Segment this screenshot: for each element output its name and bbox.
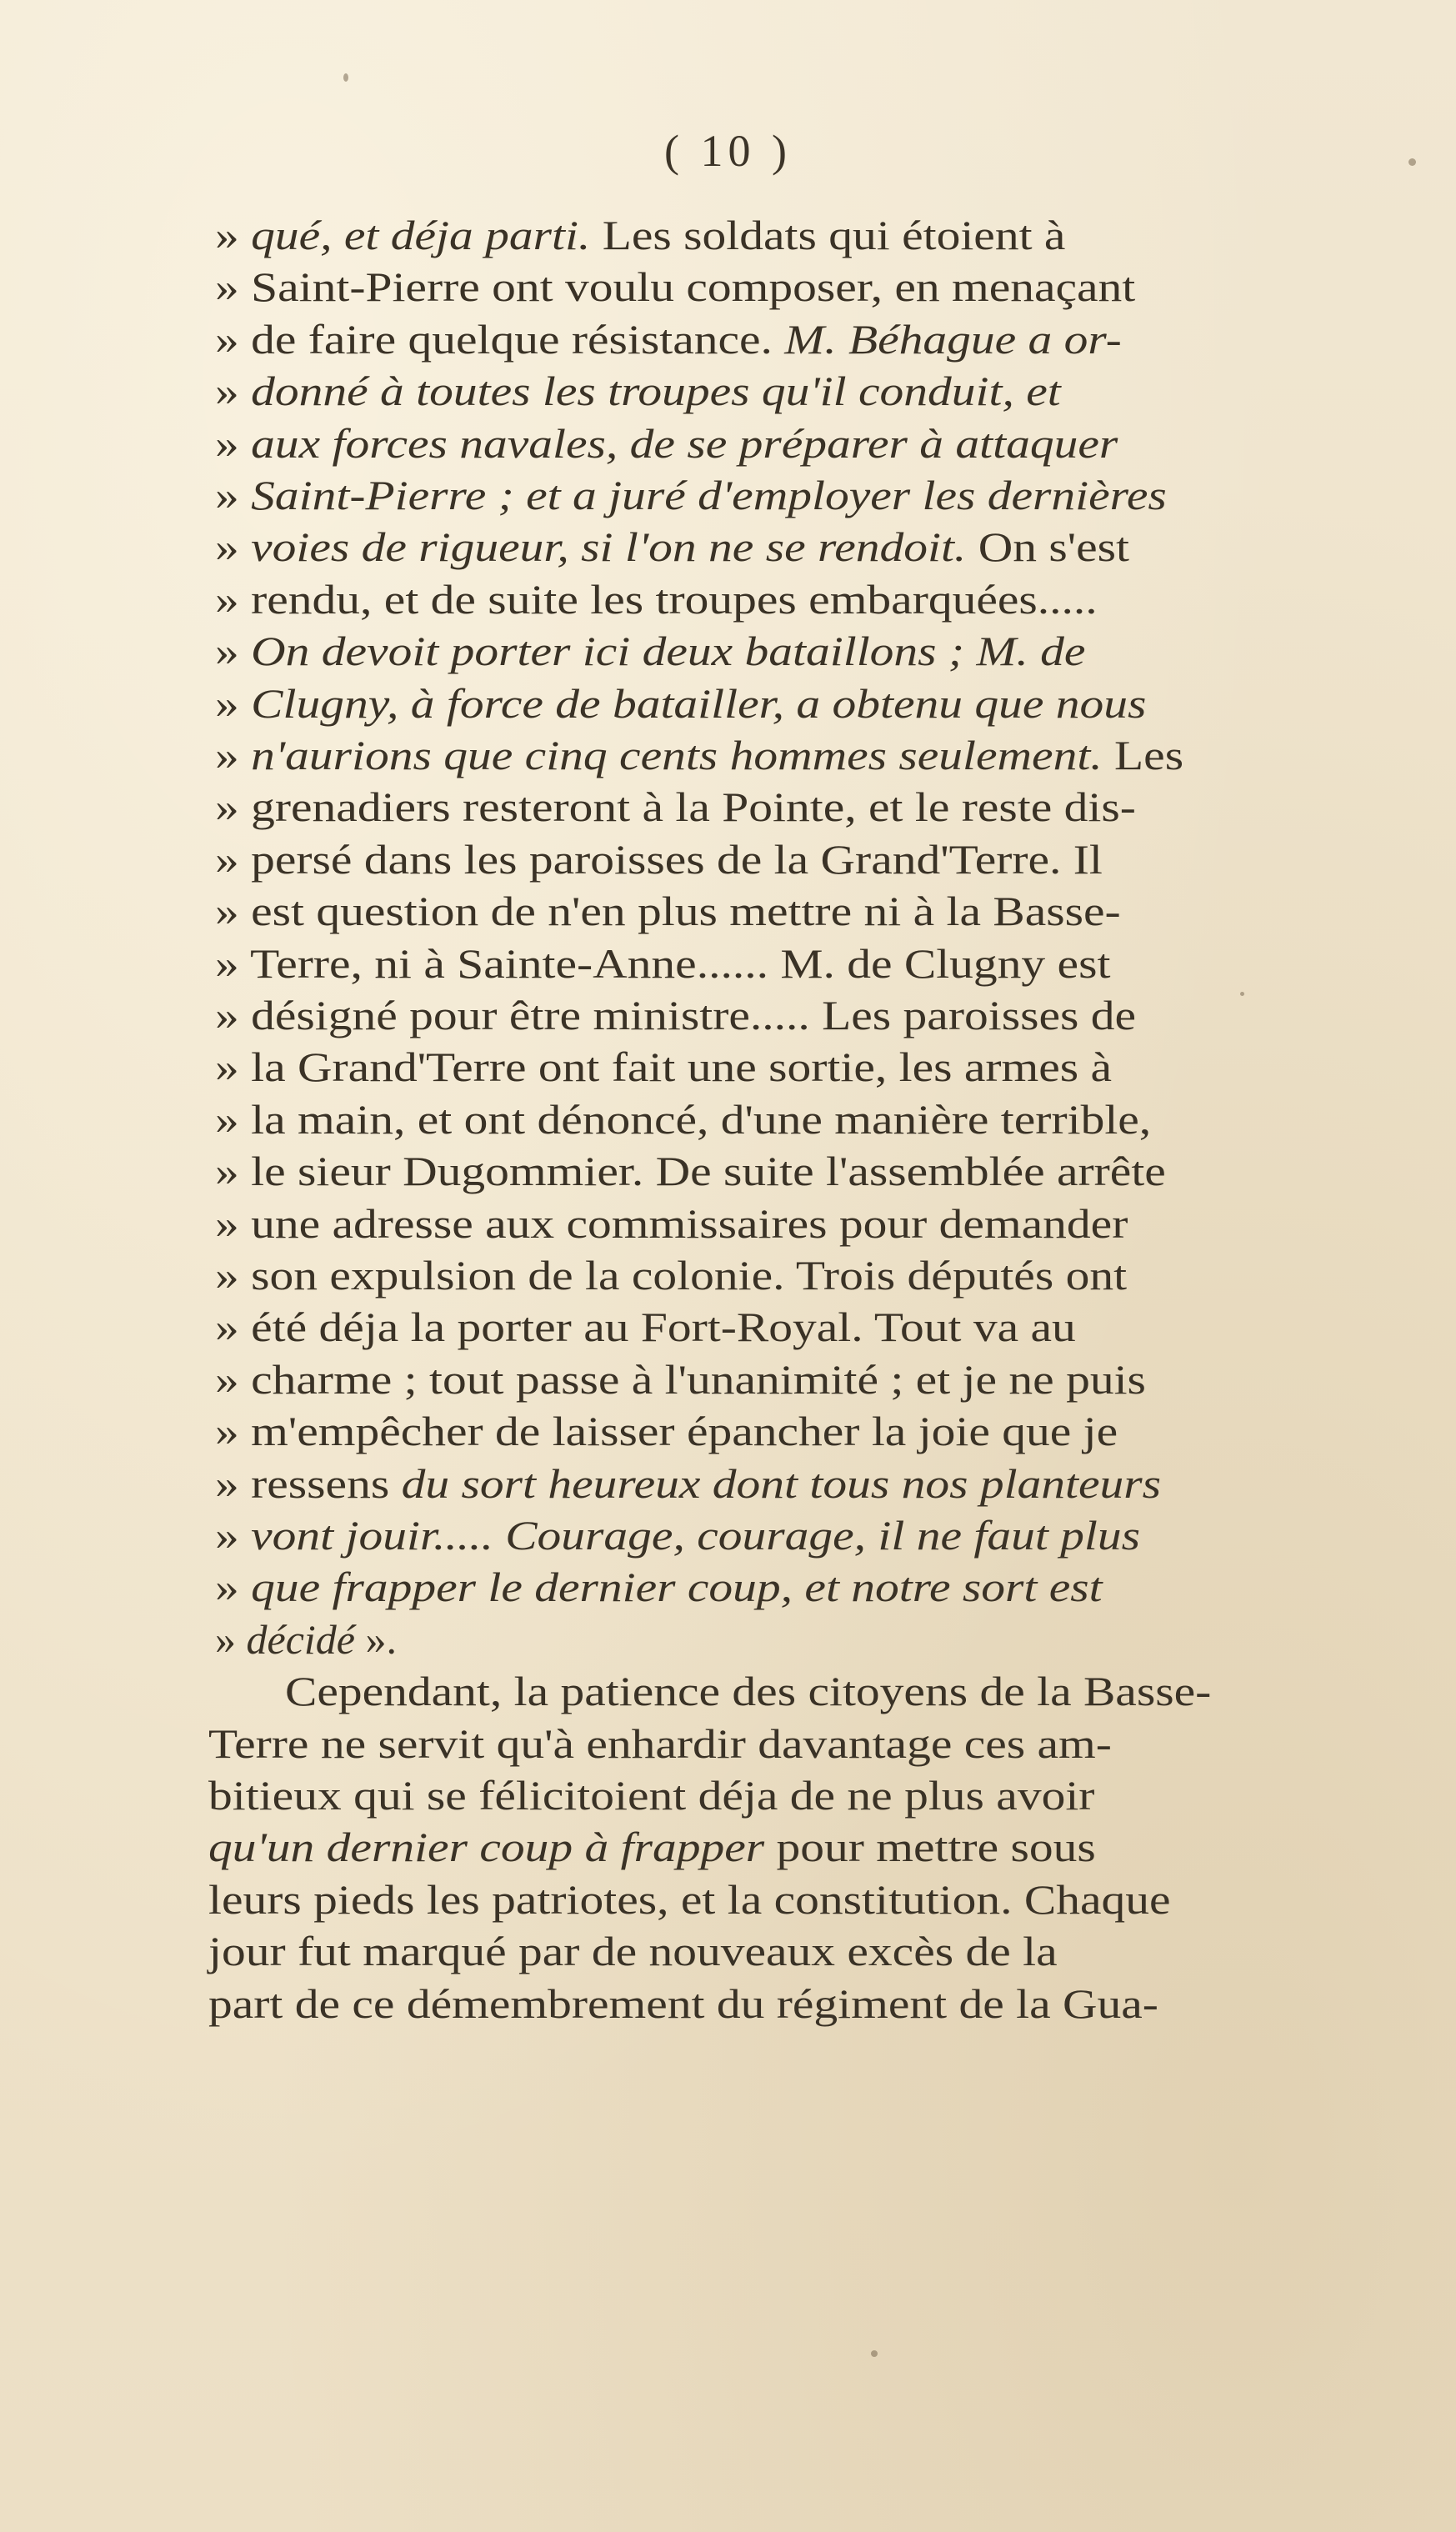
text-line (215, 1406, 1118, 1456)
text-line (215, 938, 1110, 988)
text-line (285, 1666, 1211, 1716)
text-line (208, 1822, 1096, 1872)
page-number: ( 10 ) (664, 126, 792, 176)
text-line (215, 990, 1136, 1040)
text-segment: » Saint-Pierre ont voulu composer, en menaçant (215, 263, 1136, 311)
text-segment: Les soldats qui étoient à (590, 212, 1066, 258)
italic-text-segment: Saint-Pierre ; et a juré d'employer les dernières (251, 472, 1167, 518)
text-line (215, 1302, 1076, 1352)
text-line (215, 782, 1136, 832)
text-segment: ». (354, 1615, 397, 1663)
text-line (215, 1198, 1128, 1248)
text-segment: » (215, 472, 252, 518)
text-line (215, 1459, 1161, 1509)
text-segment: » Terre, ni à Sainte-Anne...... M. de Clugny est (215, 939, 1111, 987)
paper-speck (871, 2350, 878, 2357)
text-line (208, 1719, 1112, 1769)
text-segment: » (215, 523, 252, 571)
text-line (208, 1926, 1058, 1976)
italic-text-segment: du sort heureux dont tous nos planteurs (401, 1459, 1162, 1507)
text-segment: » (215, 1615, 247, 1663)
text-segment: Cependant, la patience des citoyens de la Basse- (285, 1668, 1212, 1715)
italic-text-segment: qu'un dernier coup à frapper (208, 1824, 765, 1871)
text-segment: » (215, 1564, 252, 1611)
text-segment: Terre ne servit qu'à enhardir davantage ces am- (208, 1719, 1112, 1767)
text-segment: » la main, et ont dénoncé, d'une manière terrible, (215, 1095, 1152, 1143)
text-line (215, 1510, 1140, 1560)
text-line (215, 418, 1118, 468)
text-line (215, 574, 1098, 624)
text-segment: On s'est (966, 523, 1129, 571)
text-segment: leurs pieds les patriotes, et la constitution. Chaque (208, 1875, 1171, 1923)
text-line (215, 730, 1183, 780)
text-segment: pour mettre sous (764, 1824, 1096, 1871)
text-line (215, 886, 1121, 936)
text-segment: bitieux qui se félicitoient déja de ne plus avoir (208, 1772, 1095, 1819)
text-line (215, 1042, 1112, 1092)
text-segment: » persé dans les paroisses de la Grand'Terre. Il (215, 835, 1103, 883)
text-segment: » le sieur Dugommier. De suite l'assemblée arrête (215, 1148, 1166, 1195)
text-line (215, 210, 1065, 260)
text-segment: » (215, 1512, 252, 1559)
text-line (215, 366, 1061, 416)
italic-text-segment: voies de rigueur, si l'on ne se rendoit. (251, 523, 967, 571)
text-line (215, 314, 1122, 364)
text-line (215, 1146, 1166, 1196)
text-segment: » (215, 368, 252, 415)
text-segment: » (215, 628, 252, 675)
paper-speck (1240, 992, 1244, 996)
text-segment: » m'empêcher de laisser épancher la joie que je (215, 1408, 1118, 1455)
italic-text-segment: Clugny, à force de batailler, a obtenu que nous (251, 679, 1147, 727)
text-line (215, 1562, 1103, 1612)
text-segment: » la Grand'Terre ont fait une sortie, les armes à (215, 1043, 1113, 1091)
paper-speck (1408, 158, 1416, 166)
text-line (215, 1354, 1146, 1404)
text-segment: » rendu, et de suite les troupes embarquées..... (215, 575, 1098, 623)
text-line (215, 262, 1135, 312)
text-segment: » de faire quelque résistance. (215, 315, 785, 363)
italic-text-segment: n'aurions que cinq cents hommes seulement. (251, 732, 1103, 778)
italic-text-segment: On devoit porter ici deux bataillons ; M. de (251, 628, 1086, 675)
text-segment: » une adresse aux commissaires pour demander (215, 1199, 1128, 1247)
text-segment: » (215, 212, 252, 258)
text-line (215, 678, 1146, 728)
text-line (215, 1614, 397, 1664)
italic-text-segment: décidé (246, 1615, 355, 1663)
text-line (215, 470, 1167, 520)
italic-text-segment: vont jouir..... Courage, courage, il ne faut plus (251, 1512, 1141, 1559)
text-segment: » son expulsion de la colonie. Trois députés ont (215, 1252, 1128, 1299)
text-line (215, 1094, 1151, 1144)
text-line (208, 1874, 1171, 1924)
text-segment: jour fut marqué par de nouveaux excès de la (208, 1928, 1058, 1975)
text-segment: » (215, 679, 252, 727)
text-segment: » ressens (215, 1459, 402, 1507)
text-segment: » été déja la porter au Fort-Royal. Tout va au (215, 1304, 1076, 1351)
text-segment: » désigné pour être ministre..... Les paroisses de (215, 992, 1137, 1038)
paper-speck (343, 73, 348, 82)
italic-text-segment: qué, et déja parti. (251, 212, 591, 258)
italic-text-segment: aux forces navales, de se préparer à attaquer (251, 419, 1118, 467)
italic-text-segment: donné à toutes les troupes qu'il conduit, et (251, 368, 1061, 415)
text-segment: » (215, 732, 252, 778)
italic-text-segment: que frapper le dernier coup, et notre sort est (251, 1564, 1103, 1611)
text-line (208, 1979, 1158, 2029)
text-segment: » (215, 419, 252, 467)
text-line (215, 626, 1085, 676)
text-segment: » grenadiers resteront à la Pointe, et le reste dis- (215, 783, 1136, 831)
text-segment: Les (1102, 732, 1184, 778)
text-segment: » est question de n'en plus mettre ni à la Basse- (215, 888, 1121, 935)
text-line (215, 834, 1103, 884)
text-segment: » charme ; tout passe à l'unanimité ; et je ne puis (215, 1355, 1146, 1403)
italic-text-segment: M. Béhague a or- (784, 315, 1122, 363)
text-line (215, 1250, 1127, 1300)
text-line (208, 1770, 1094, 1820)
text-line (215, 522, 1129, 572)
text-segment: part de ce démembrement du régiment de la Gua- (208, 1979, 1158, 2027)
